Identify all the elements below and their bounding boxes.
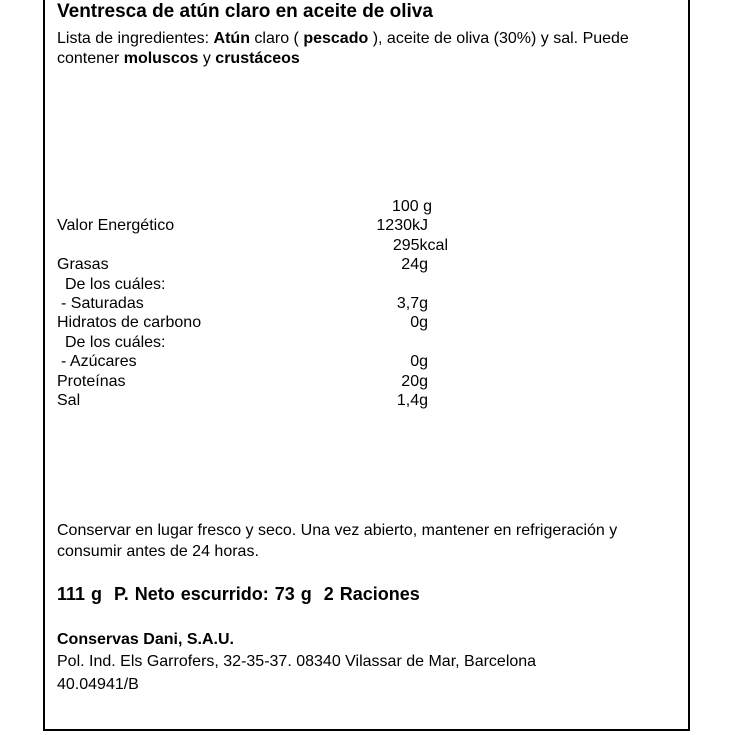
ingredient-allergen-crustaceans: crustáceos [215,50,300,67]
nutrient-name: - Saturadas [61,295,144,312]
company-name: Conservas Dani, S.A.U. [57,631,234,648]
nutrient-value: 24g [401,256,428,273]
ingredient-allergen-tuna: Atún [213,30,250,47]
ingredients-text: ), aceite de oliva (30%) y sal. Puede contener [57,30,629,67]
nutrient-value: 1,4g [396,392,428,409]
nutrient-name: - Azúcares [61,353,137,370]
nutrition-header-row [45,198,692,218]
nutrition-row [45,373,692,393]
storage-instructions: Conservar en lugar fresco y seco. Una vez abierto, mantener en refrigeración y consumir antes de 24 horas. [57,522,618,560]
nutrient-value: 0g [410,314,428,331]
ingredient-allergen-molluscs: moluscos [123,50,199,67]
ingredients-prefix: Lista de ingredientes: [57,30,214,47]
nutrient-name: Grasas [57,256,109,273]
nutrition-row [45,237,692,257]
net-weight-line: 111 g P. Neto escurrido: 73 g 2 Raciones [57,584,420,604]
ingredient-allergen-fish: pescado [303,30,369,47]
ingredients-text: claro ( [249,30,304,47]
nutrition-row [45,353,692,373]
nutrition-header: 100 g [391,198,432,215]
nutrient-name: Proteínas [57,373,126,390]
product-label [43,0,690,731]
nutrient-value: 1230kJ [376,217,428,234]
nutrient-value: 0g [410,353,428,370]
nutrient-name: Valor Energético [57,217,175,234]
ingredients-text: y [198,50,216,67]
nutrition-row [45,295,692,315]
nutrition-row [45,334,692,354]
nutrient-value: 3,7g [396,295,428,312]
nutrition-row [45,276,692,296]
nutrition-row [45,314,692,334]
nutrient-name: De los cuáles: [65,276,166,293]
registry-number: 40.04941/B [57,676,139,693]
nutrition-row [45,256,692,276]
nutrition-row [45,217,692,237]
nutrient-value: 295kcal [392,237,448,254]
nutrient-name: De los cuáles: [65,334,166,351]
ingredients-list [57,29,677,69]
nutrient-name: Hidratos de carbono [57,314,202,331]
product-title: Ventresca de atún claro en aceite de oliva [57,1,433,22]
nutrition-row [45,392,692,412]
nutrient-name: Sal [57,392,81,409]
nutrient-value: 20g [401,373,428,390]
company-address: Pol. Ind. Els Garrofers, 32-35-37. 08340 Vilassar de Mar, Barcelona [57,653,537,670]
